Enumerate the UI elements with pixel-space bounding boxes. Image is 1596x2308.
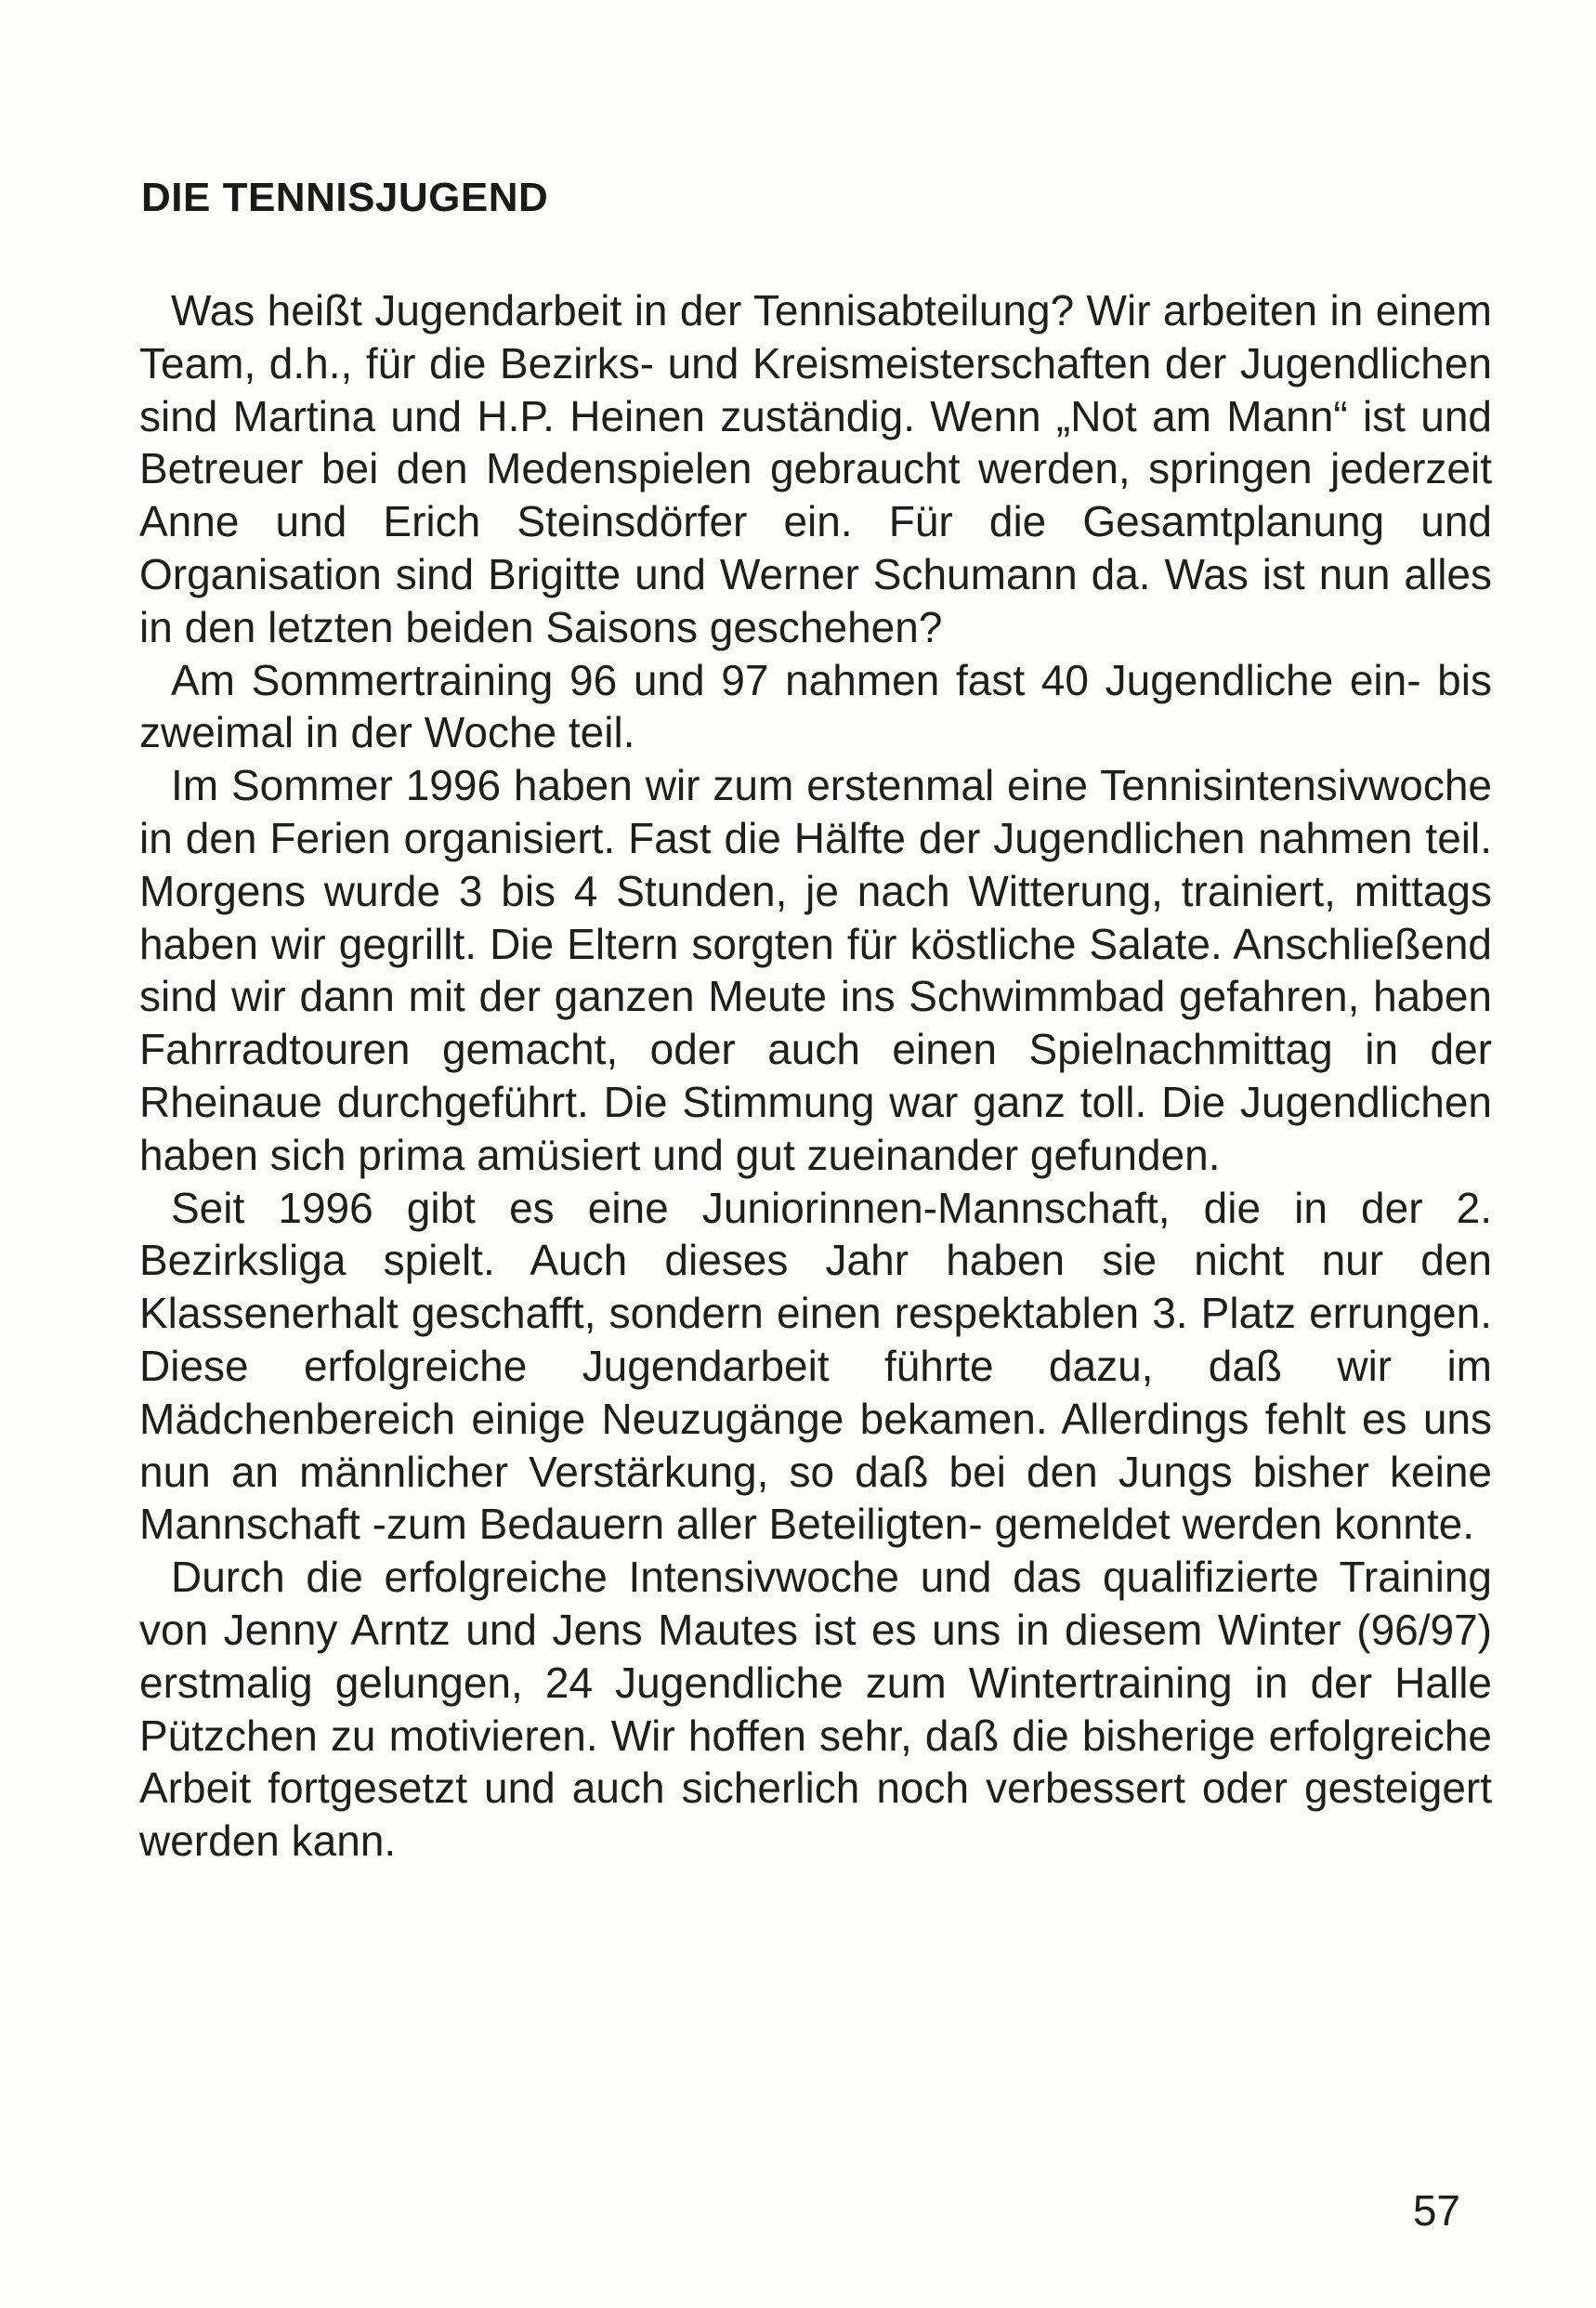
paragraph-junior-team: Seit 1996 gibt es eine Juniorinnen-Mannschaft, die in der 2. Bezirksliga spielt. Auch dieses Jahr haben sie nicht nur den Klassenerhalt geschafft, sondern einen respektablen 3. Platz errungen. Diese erfolgreiche Jugendarbeit führte dazu, daß wir im Mädchenbereich einige Neuzugänge bekamen. Allerdings fehlt es uns nun an männlicher Verstärkung, so daß bei den Jungs bisher keine Mannschaft -zum Bedauern aller Beteiligten- gemeldet werden konnte. — [139, 1183, 1492, 1549]
article-body — [139, 284, 1492, 1868]
paragraph-intro: Was heißt Jugendarbeit in der Tennisabteilung? Wir arbeiten in einem Team, d.h., für die Bezirks- und Kreismeisterschaften der Jugendlichen sind Martina und H.P. Heinen zuständig. Wenn „Not am Mann“ ist und Betreuer bei den Medenspielen gebraucht werden, springen jederzeit Anne und Erich Steinsdörfer ein. Für die Gesamtplanung und Organisation sind Brigitte und Werner Schumann da. Was ist nun alles in den letzten beiden Saisons geschehen? — [139, 286, 1492, 651]
page-number: 57 — [1412, 2186, 1460, 2235]
section-title: DIE TENNISJUGEND — [141, 175, 549, 220]
paragraph-summer-training: Am Sommertraining 96 und 97 nahmen fast 40 Jugendliche ein- bis zweimal in der Woche teil. — [139, 655, 1492, 757]
paragraph-intensive-week: Im Sommer 1996 haben wir zum erstenmal eine Tennisintensivwoche in den Ferien organisiert. Fast die Hälfte der Jugendlichen nahmen teil. Morgens wurde 3 bis 4 Stunden, je nach Witterung, trainiert, mittags haben wir gegrillt. Die Eltern sorgten für köstliche Salate. Anschließend sind wir dann mit der ganzen Meute ins Schwimmbad gefahren, haben Fahrradtouren gemacht, oder auch einen Spielnachmittag in der Rheinaue durchgeführt. Die Stimmung war ganz toll. Die Jugendlichen haben sich prima amüsiert und gut zueinander gefunden. — [139, 761, 1492, 1179]
paragraph-winter-training: Durch die erfolgreiche Intensivwoche und das qualifizierte Training von Jenny Arntz und Jens Mautes ist es uns in diesem Winter (96/97) erstmalig gelungen, 24 Jugendliche zum Wintertraining in der Halle Pützchen zu motivieren. Wir hoffen sehr, daß die bisherige erfolgreiche Arbeit fortgesetzt und auch sicherlich noch verbessert oder gesteigert werden kann. — [139, 1553, 1492, 1866]
